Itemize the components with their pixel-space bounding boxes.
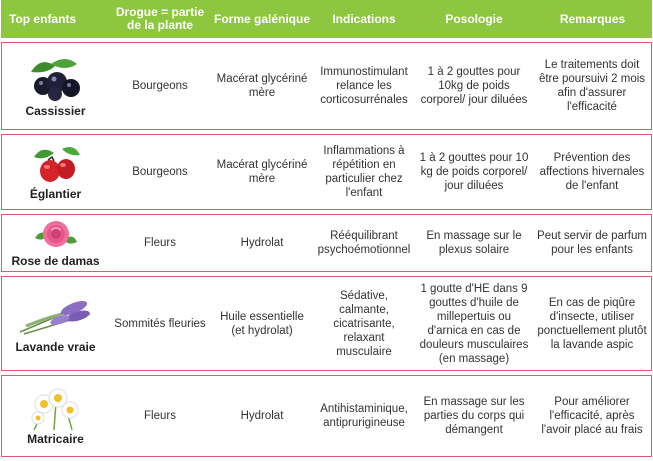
header-posologie: Posologie <box>415 0 533 38</box>
indications-cell: Immunostimulant relance les corticosurrénales <box>313 42 415 130</box>
plant-name: Lavande vraie <box>15 339 96 354</box>
plant-cell <box>1 276 109 371</box>
plant-cell <box>1 42 109 130</box>
indications-cell: Rééquilibrant psychoémotionnel <box>313 214 415 272</box>
header-remarques: Remarques <box>533 0 652 38</box>
table-row <box>1 375 652 457</box>
plant-cell <box>1 214 109 272</box>
plant-name: Rose de damas <box>11 254 100 268</box>
forme-cell: Hydrolat <box>211 375 313 457</box>
drogue-cell: Fleurs <box>109 375 211 457</box>
plant-name: Matricaire <box>27 432 84 446</box>
remarques-cell: En cas de piqûre d'insecte, utiliser ponctuellement plutôt la lavande aspic <box>533 276 652 371</box>
chamomile-icon <box>24 386 88 430</box>
lavender-icon <box>16 294 96 338</box>
drogue-cell: Bourgeons <box>109 134 211 210</box>
forme-cell: Huile essentielle (et hydrolat) <box>211 276 313 371</box>
header-forme: Forme galénique <box>211 0 313 38</box>
drogue-cell: Bourgeons <box>109 42 211 130</box>
indications-cell: Sédative, calmante, cicatrisante, relaxant musculaire <box>313 276 415 371</box>
plant-name: Églantier <box>29 187 82 201</box>
rose-icon <box>31 218 81 252</box>
remarques-cell: Peut servir de parfum pour les enfants <box>533 214 652 272</box>
header-row <box>1 0 652 38</box>
drogue-cell: Fleurs <box>109 214 211 272</box>
indications-cell: Inflammations à répétition en particulier chez l'enfant <box>313 134 415 210</box>
plant-cell <box>1 375 109 457</box>
table-row <box>1 276 652 371</box>
posologie-cell: 1 à 2 gouttes pour 10kg de poids corporel/ jour diluées <box>415 42 533 130</box>
indications-cell: Antihistaminique, antiprurigineuse <box>313 375 415 457</box>
plants-table <box>1 0 652 457</box>
posologie-cell: 1 goutte d'HE dans 9 gouttes d'huile de millepertuis ou d'arnica en cas de douleurs musculaires (en massage) <box>415 276 533 371</box>
forme-cell: Macérat glycériné mère <box>211 134 313 210</box>
plant-name: Cassissier <box>25 104 86 118</box>
posologie-cell: En massage sur le plexus solaire <box>415 214 533 272</box>
header-indications: Indications <box>313 0 415 38</box>
drogue-cell: Sommités fleuries <box>109 276 211 371</box>
table-row <box>1 214 652 272</box>
posologie-cell: 1 à 2 gouttes pour 10 kg de poids corporel/ jour diluées <box>415 134 533 210</box>
remarques-cell: Prévention des affections hivernales de l'enfant <box>533 134 652 210</box>
table-row <box>1 42 652 130</box>
plant-cell <box>1 134 109 210</box>
blackcurrant-icon <box>21 54 91 102</box>
header-top-enfants: Top enfants <box>1 0 109 38</box>
posologie-cell: En massage sur les parties du corps qui démangent <box>415 375 533 457</box>
forme-cell: Hydrolat <box>211 214 313 272</box>
table-row <box>1 134 652 210</box>
header-drogue: Drogue = partie de la plante <box>109 0 211 38</box>
remarques-cell: Le traitements doit être poursuivi 2 mois afin d'assurer l'efficacité <box>533 42 652 130</box>
forme-cell: Macérat glycériné mère <box>211 42 313 130</box>
rosehip-icon <box>26 143 86 185</box>
remarques-cell: Pour améliorer l'efficacité, après l'avoir placé au frais <box>533 375 652 457</box>
